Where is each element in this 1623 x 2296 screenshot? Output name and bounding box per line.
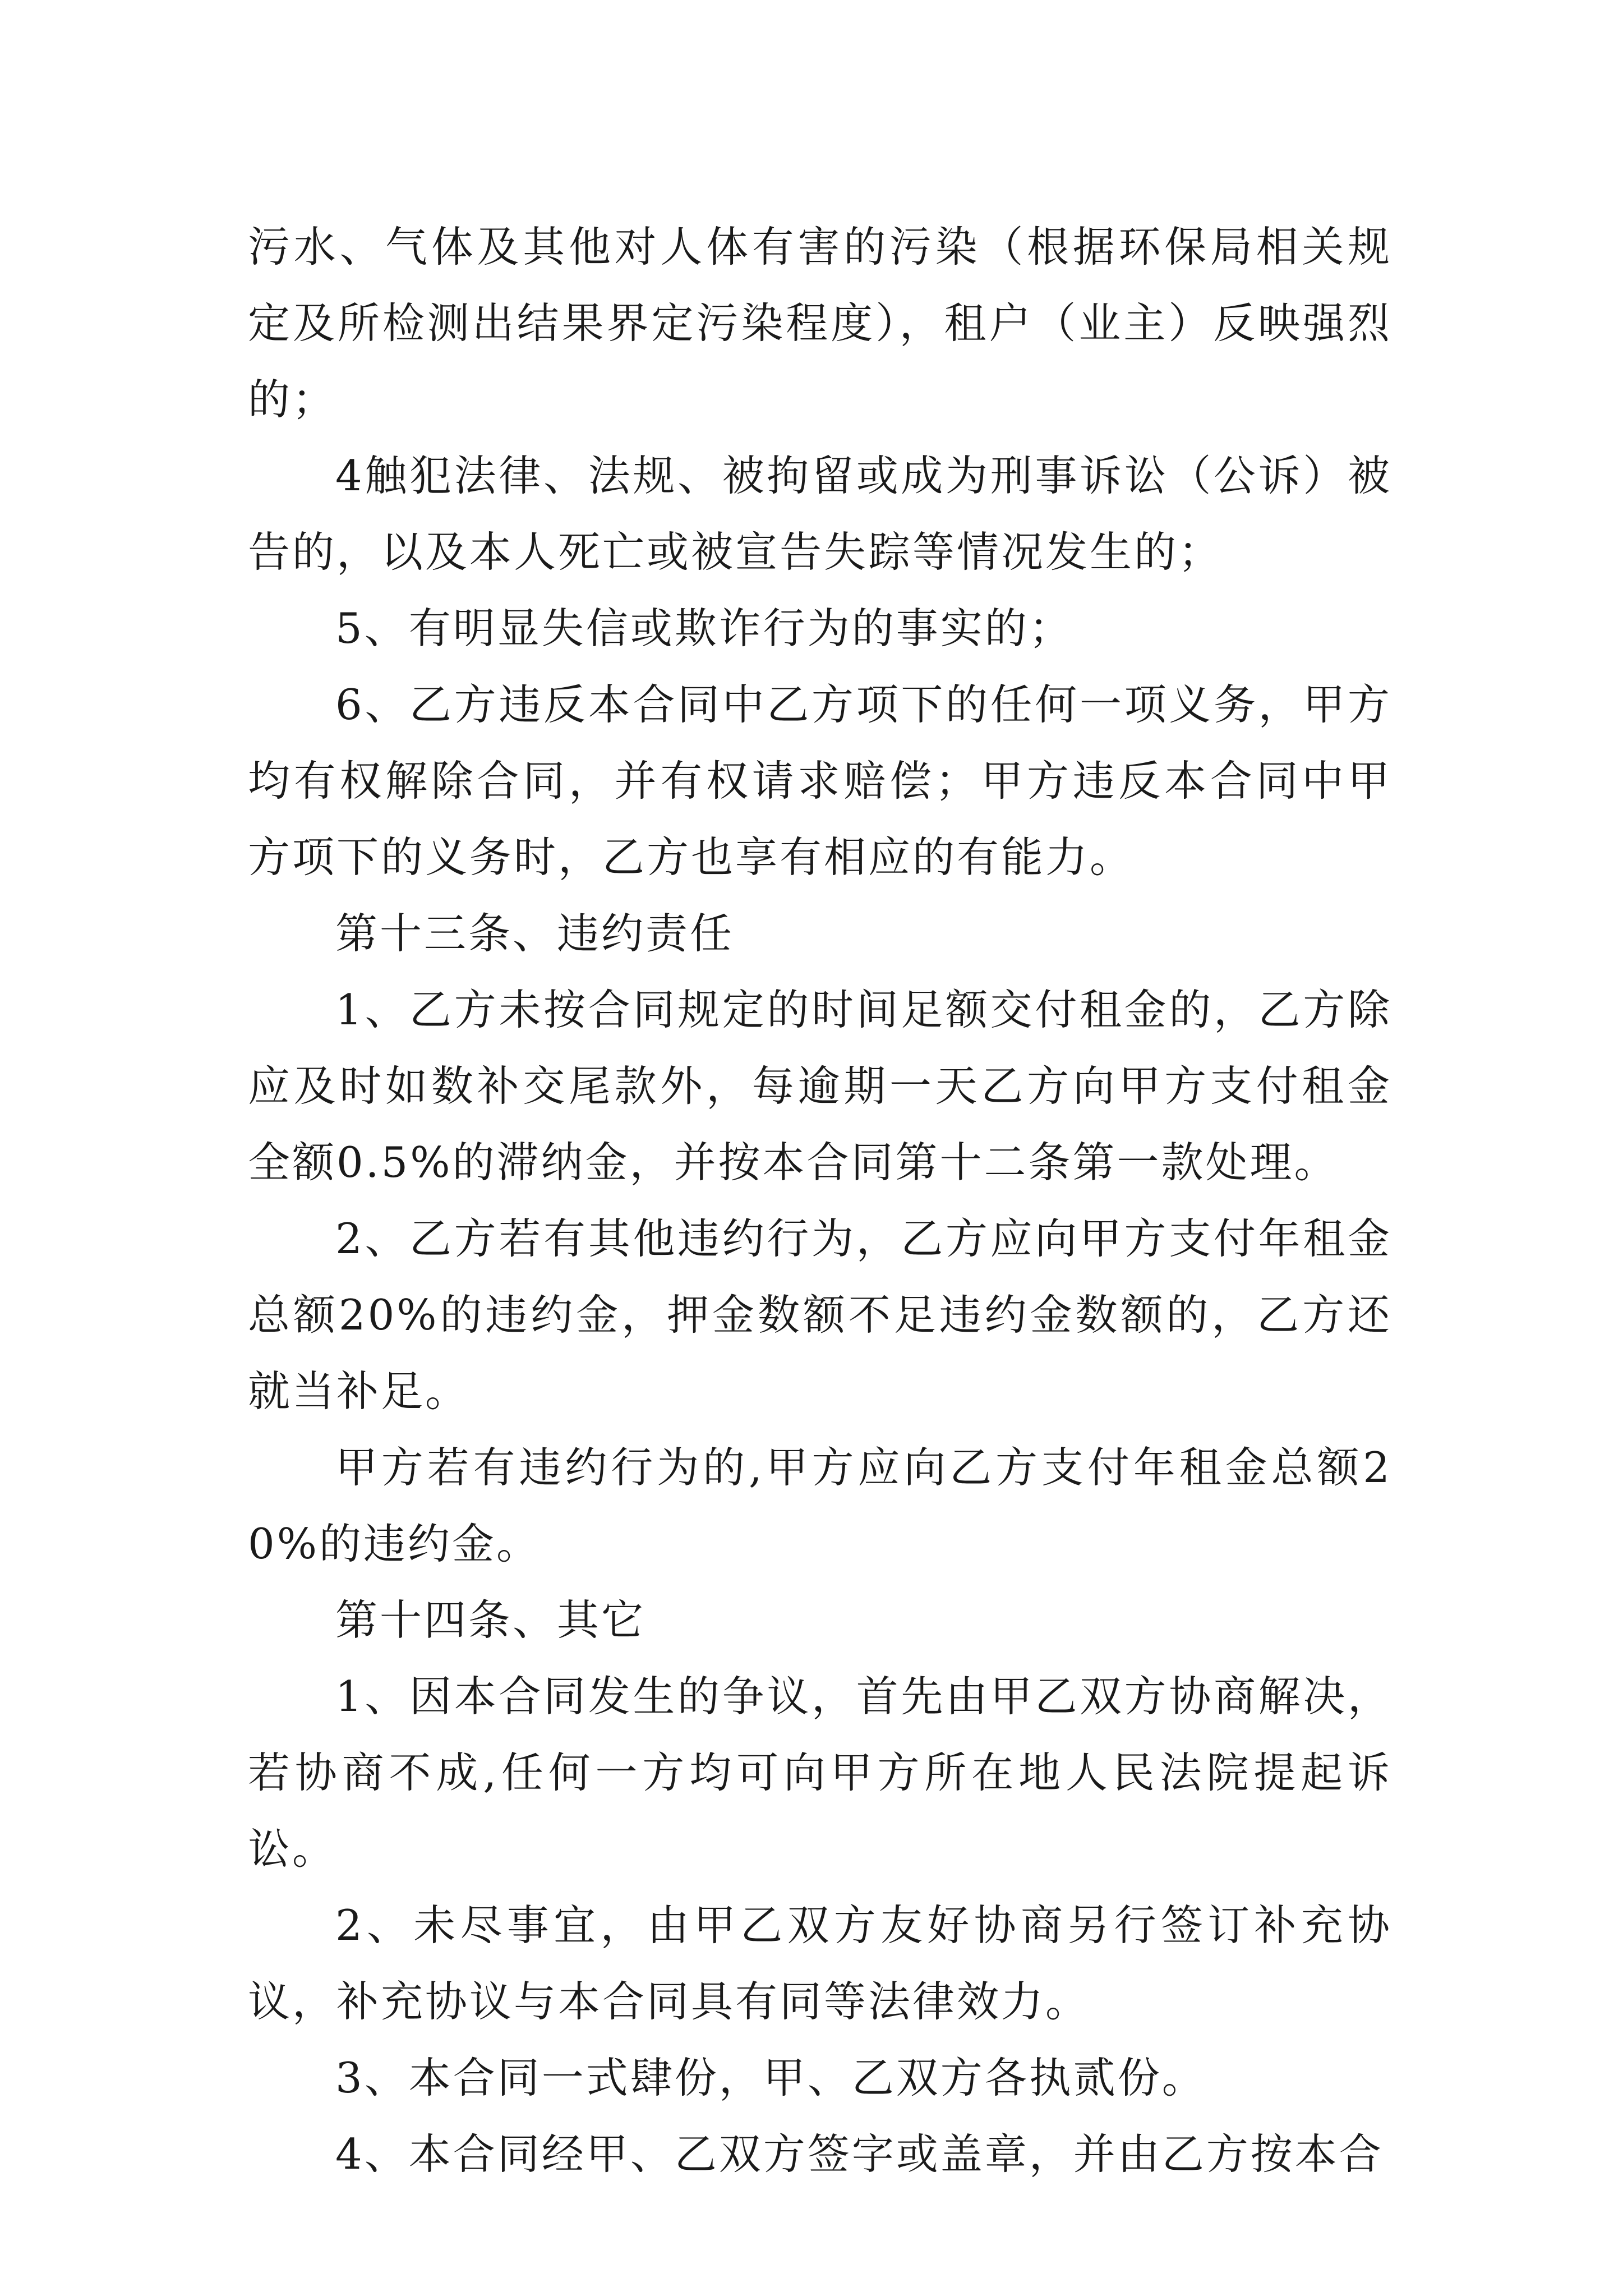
paragraph-item-5: 5、有明显失信或欺诈行为的事实的；: [335, 604, 1073, 653]
paragraph-article-13-item-2: 2、乙方若有其他违约行为，乙方应向甲方支付年租金总额20%的违约金，押金数额不足违约金数额的，乙方还就当补足。: [248, 1214, 1392, 1416]
document-body: [248, 209, 1392, 2192]
paragraph-party-a-penalty: 甲方若有违约行为的,甲方应向乙方支付年租金总额20%的违约金。: [248, 1443, 1392, 1568]
paragraph-article-14-item-4: 4、本合同经甲、乙双方签字或盖章，并由乙方按本合: [335, 2129, 1384, 2179]
paragraph-item-4: 4触犯法律、法规、被拘留或成为刑事诉讼（公诉）被告的，以及本人死亡或被宣告失踪等情况发生的；: [248, 451, 1392, 577]
paragraph-article-14-item-2: 2、未尽事宜，由甲乙双方友好协商另行签订补充协议，补充协议与本合同具有同等法律效力。: [248, 1901, 1392, 2026]
paragraph-article-14-item-1: 1、因本合同发生的争议，首先由甲乙双方协商解决，若协商不成,任何一方均可向甲方所在地人民法院提起诉讼。: [248, 1672, 1392, 1874]
paragraph-item-6: 6、乙方违反本合同中乙方项下的任何一项义务，甲方均有权解除合同，并有权请求赔偿；甲方违反本合同中甲方项下的义务时，乙方也享有相应的有能力。: [248, 680, 1392, 882]
section-heading-article-14: 第十四条、其它: [335, 1595, 646, 1645]
section-heading-article-13: 第十三条、违约责任: [335, 909, 735, 958]
paragraph-article-13-item-1: 1、乙方未按合同规定的时间足额交付租金的，乙方除应及时如数补交尾款外，每逾期一天乙方向甲方支付租金全额0.5%的滞纳金，并按本合同第十二条第一款处理。: [248, 985, 1392, 1187]
paragraph-article-14-item-3: 3、本合同一式肆份，甲、乙双方各执贰份。: [335, 2053, 1206, 2102]
paragraph-pollution-clause: 污水、气体及其他对人体有害的污染（根据环保局相关规定及所检测出结果界定污染程度），租户（业主）反映强烈的；: [248, 222, 1392, 424]
